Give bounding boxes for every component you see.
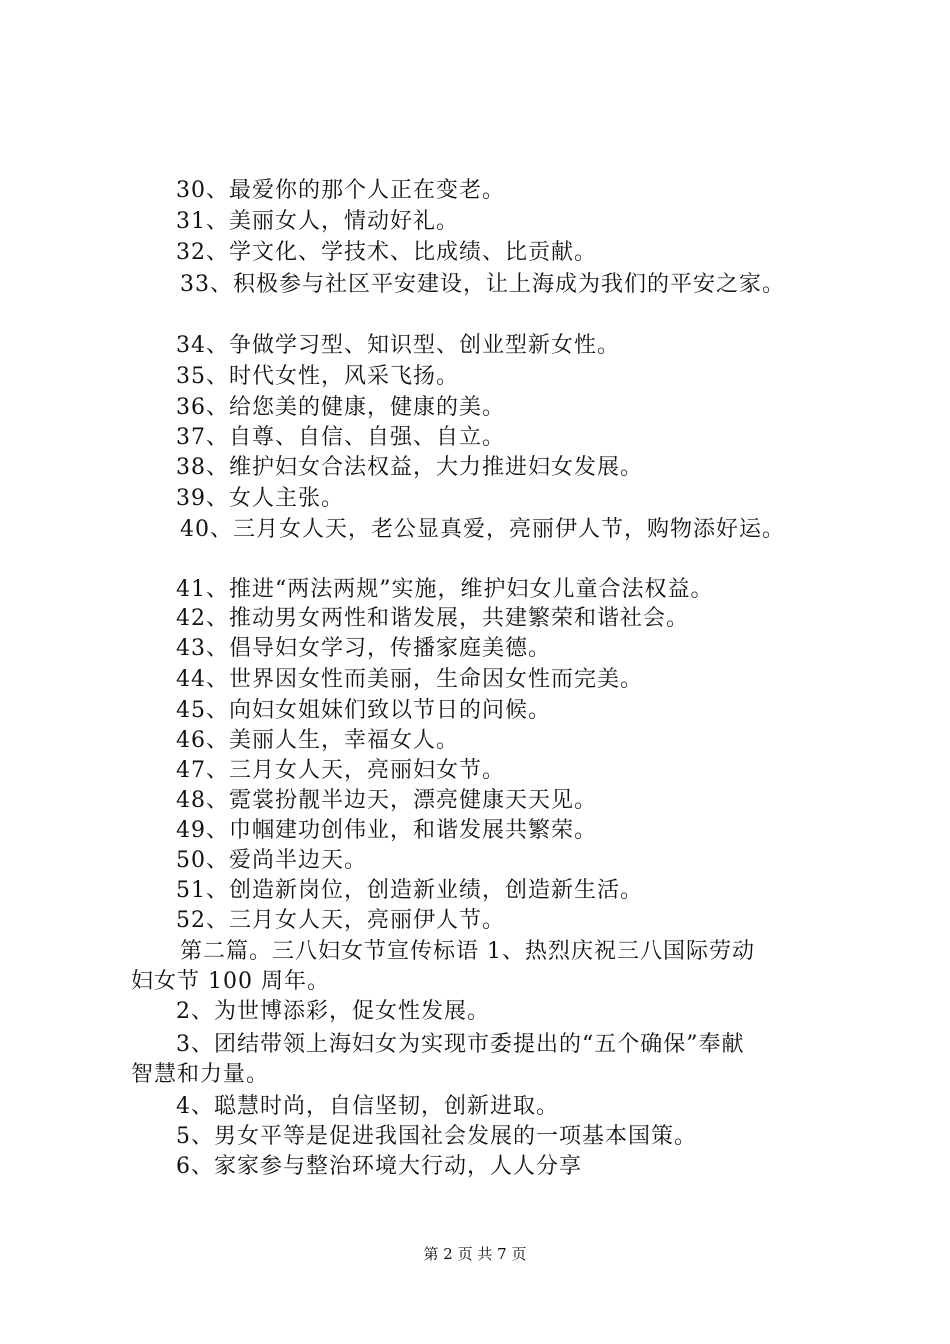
text-line: 50、爱尚半边天。 bbox=[176, 848, 367, 873]
text-line: 40、三月女人天，老公显真爱，亮丽伊人节，购物添好运。 bbox=[180, 517, 785, 542]
text-line: 37、自尊、自信、自强、自立。 bbox=[176, 425, 505, 450]
text-line: 38、维护妇女合法权益，大力推进妇女发展。 bbox=[176, 455, 643, 480]
text-line: 44、世界因女性而美丽，生命因女性而完美。 bbox=[176, 667, 643, 692]
text-line: 5、男女平等是促进我国社会发展的一项基本国策。 bbox=[176, 1124, 697, 1149]
text-line: 36、给您美的健康，健康的美。 bbox=[176, 395, 505, 420]
text-line: 35、时代女性，风采飞扬。 bbox=[176, 364, 459, 389]
text-line: 52、三月女人天，亮丽伊人节。 bbox=[176, 908, 505, 933]
page-footer: 第 2 页 共 7 页 bbox=[423, 1245, 527, 1263]
text-line: 43、倡导妇女学习，传播家庭美德。 bbox=[176, 636, 551, 661]
text-line: 3、团结带领上海妇女为实现市委提出的“五个确保”奉献 bbox=[176, 1032, 745, 1057]
text-line: 48、霓裳扮靓半边天，漂亮健康天天见。 bbox=[176, 788, 597, 813]
section-heading: 第二篇。三八妇女节宣传标语 1、热烈庆祝三八国际劳动 bbox=[180, 939, 755, 964]
text-line: 妇女节 100 周年。 bbox=[131, 969, 330, 994]
text-line: 46、美丽人生，幸福女人。 bbox=[176, 728, 459, 753]
text-line: 30、最爱你的那个人正在变老。 bbox=[176, 178, 505, 203]
text-line: 智慧和力量。 bbox=[131, 1062, 270, 1087]
text-line: 42、推动男女两性和谐发展，共建繁荣和谐社会。 bbox=[176, 606, 689, 631]
text-line: 41、推进“两法两规”实施，维护妇女儿童合法权益。 bbox=[176, 577, 714, 602]
text-line: 33、积极参与社区平安建设，让上海成为我们的平安之家。 bbox=[180, 272, 785, 297]
text-line: 34、争做学习型、知识型、创业型新女性。 bbox=[176, 333, 620, 358]
text-line: 6、家家参与整治环境大行动，人人分享 bbox=[176, 1154, 582, 1179]
text-line: 49、巾帼建功创伟业，和谐发展共繁荣。 bbox=[176, 818, 597, 843]
text-line: 32、学文化、学技术、比成绩、比贡献。 bbox=[176, 240, 597, 265]
text-line: 45、向妇女姐妹们致以节日的问候。 bbox=[176, 698, 551, 723]
text-line: 4、聪慧时尚，自信坚韧，创新进取。 bbox=[176, 1094, 559, 1119]
text-line: 2、为世博添彩，促女性发展。 bbox=[176, 999, 490, 1024]
text-line: 39、女人主张。 bbox=[176, 486, 344, 511]
text-line: 47、三月女人天，亮丽妇女节。 bbox=[176, 758, 505, 783]
text-line: 51、创造新岗位，创造新业绩，创造新生活。 bbox=[176, 878, 643, 903]
text-line: 31、美丽女人，情动好礼。 bbox=[176, 209, 459, 234]
